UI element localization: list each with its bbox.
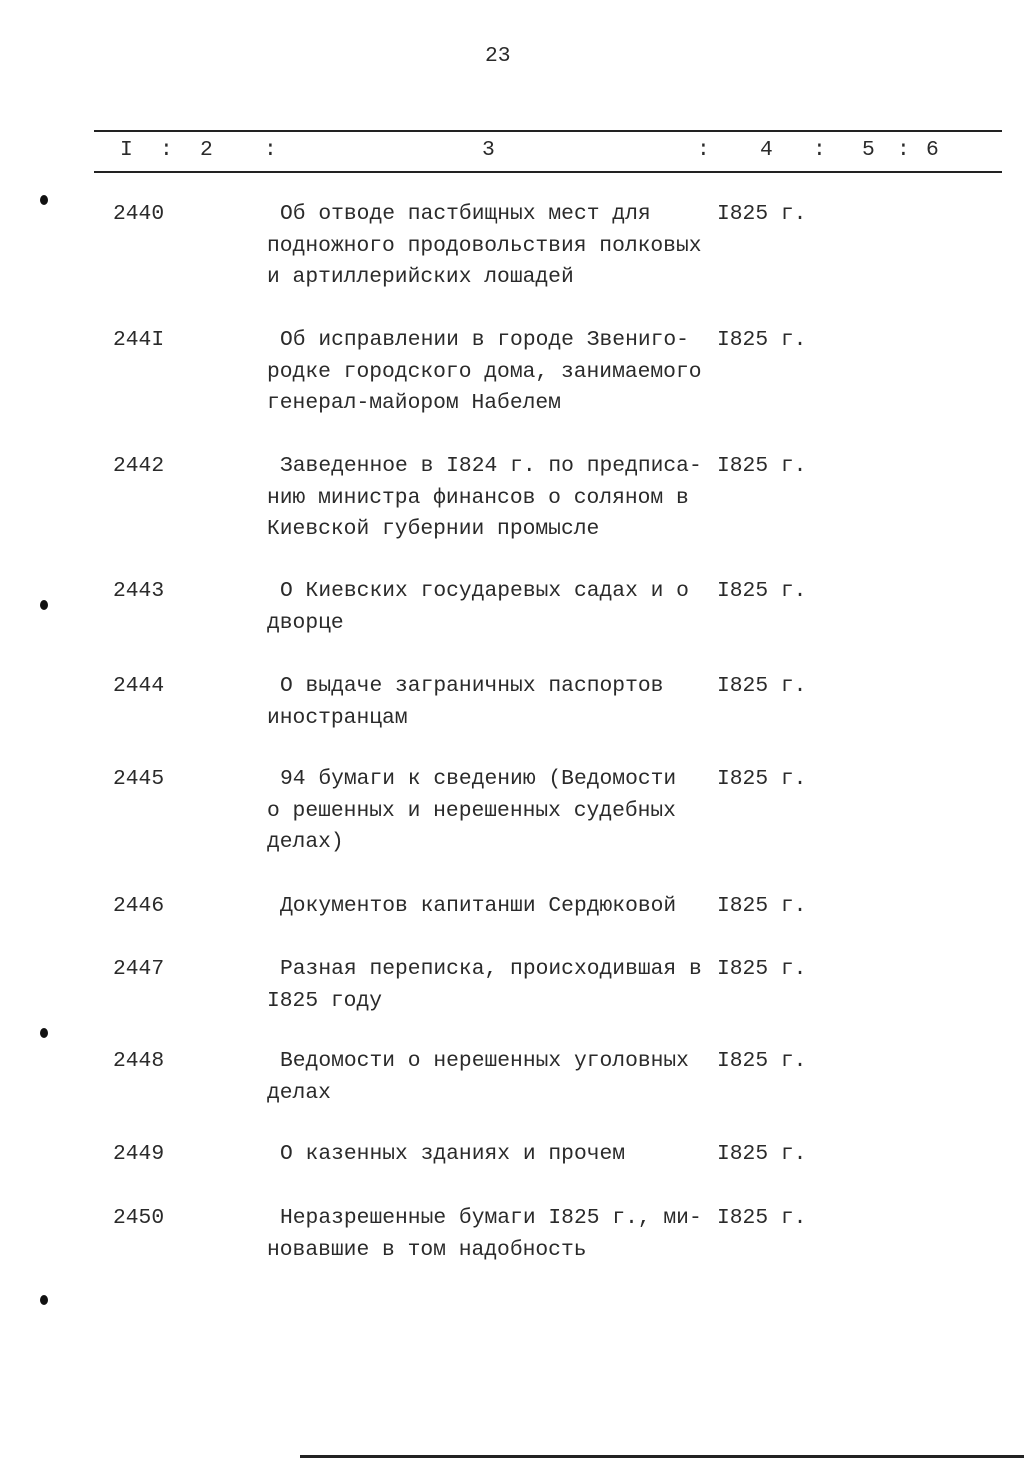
col-separator: : (264, 138, 277, 162)
description-line: иностранцам (267, 705, 408, 730)
description-line: I825 году (267, 988, 383, 1013)
col-header-6: 6 (926, 138, 939, 162)
entry-year: I825 г. (717, 454, 807, 478)
entry-description (267, 1203, 717, 1266)
description-line: нию министра финансов о соляном в (267, 485, 689, 510)
binding-hole-mark (40, 600, 48, 610)
description-line: Об отводе пастбищных мест для (280, 202, 651, 226)
entry-year: I825 г. (717, 328, 807, 352)
col-header-3: 3 (482, 138, 495, 162)
description-line: Документов капитанши Сердюковой (280, 894, 677, 918)
page-number: 23 (485, 44, 511, 68)
entry-number: 2446 (113, 894, 165, 918)
description-line: дворце (267, 610, 344, 635)
entry-number: 2440 (113, 202, 165, 226)
header-bottom-rule (94, 171, 1002, 173)
description-line: новавшие в том надобность (267, 1237, 587, 1262)
description-line: Неразрешенные бумаги I825 г., ми- (280, 1206, 702, 1230)
entry-description (267, 1046, 717, 1109)
entry-description (267, 199, 717, 294)
entry-year: I825 г. (717, 1142, 807, 1166)
entry-year: I825 г. (717, 579, 807, 603)
description-line: 94 бумаги к сведению (Ведомости (280, 767, 677, 791)
entry-number: 2447 (113, 957, 165, 981)
entry-number: 244I (113, 328, 165, 352)
entry-year: I825 г. (717, 1206, 807, 1230)
col-header-1: I (120, 138, 133, 162)
entry-number: 2449 (113, 1142, 165, 1166)
entry-description (267, 671, 717, 734)
entry-year: I825 г. (717, 674, 807, 698)
bottom-edge-rule (300, 1455, 1024, 1458)
entry-year: I825 г. (717, 202, 807, 226)
entry-number: 2444 (113, 674, 165, 698)
description-line: Заведенное в I824 г. по предписа- (280, 454, 702, 478)
entry-number: 2448 (113, 1049, 165, 1073)
description-line: делах) (267, 830, 344, 854)
header-top-rule (94, 130, 1002, 132)
description-line: Разная переписка, происходившая в (280, 957, 702, 981)
binding-hole-mark (40, 195, 48, 205)
entry-description (267, 891, 717, 923)
description-line: Об исправлении в городе Звениго- (280, 328, 689, 352)
col-separator: : (813, 138, 826, 162)
entry-year: I825 г. (717, 767, 807, 791)
entry-description (267, 1139, 717, 1171)
description-line: родке городского дома, занимаемого (267, 359, 702, 384)
col-header-4: 4 (760, 138, 773, 162)
description-line: генерал-майором Набелем (267, 391, 561, 415)
col-header-5: 5 (862, 138, 875, 162)
col-separator: : (897, 138, 910, 162)
description-line: О казенных зданиях и прочем (280, 1142, 626, 1166)
description-line: и артиллерийских лошадей (267, 265, 574, 289)
entry-number: 2443 (113, 579, 165, 603)
description-line: о решенных и нерешенных судебных (267, 798, 676, 823)
entry-description (267, 451, 717, 546)
description-line: О Киевских государевых садах и о (280, 579, 689, 603)
description-line: Ведомости о нерешенных уголовных (280, 1049, 689, 1073)
binding-hole-mark (40, 1028, 48, 1038)
description-line: Киевской губернии промысле (267, 517, 600, 541)
entry-year: I825 г. (717, 894, 807, 918)
col-separator: : (697, 138, 710, 162)
description-line: О выдаче заграничных паспортов (280, 674, 664, 698)
binding-hole-mark (40, 1295, 48, 1305)
col-header-2: 2 (200, 138, 213, 162)
description-line: подножного продовольствия полковых (267, 233, 702, 258)
entry-year: I825 г. (717, 1049, 807, 1073)
entry-description (267, 764, 717, 859)
entry-number: 2442 (113, 454, 165, 478)
entry-number: 2450 (113, 1206, 165, 1230)
col-separator: : (160, 138, 173, 162)
entry-description (267, 954, 717, 1017)
entry-number: 2445 (113, 767, 165, 791)
entry-year: I825 г. (717, 957, 807, 981)
entry-description (267, 576, 717, 639)
description-line: делах (267, 1080, 331, 1105)
entry-description (267, 325, 717, 420)
